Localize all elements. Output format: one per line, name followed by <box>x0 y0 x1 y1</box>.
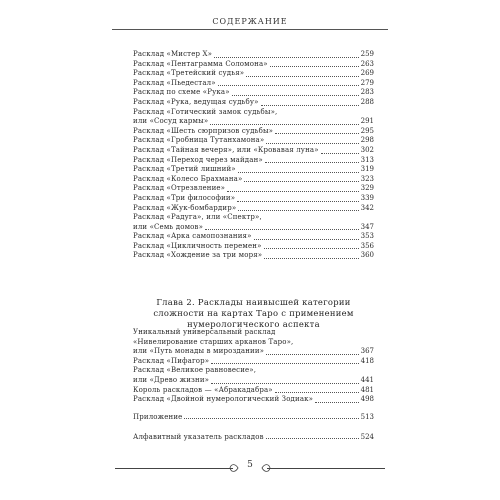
leader-dots <box>275 392 359 393</box>
toc-entry-title: Король раскладов — «Абракадабра» <box>133 385 273 394</box>
leader-dots <box>232 95 359 96</box>
toc-entry-title: или «Семь домов» <box>133 222 204 231</box>
toc-entry-page: 347 <box>360 222 374 231</box>
leader-dots <box>227 191 359 192</box>
toc-entry-title: Расклад «Хождение за три моря» <box>133 251 263 260</box>
toc-entry-title: или «Сосуд кармы» <box>133 117 209 126</box>
toc-entry-page: 498 <box>360 395 374 404</box>
toc-entry[interactable] <box>133 184 374 194</box>
toc-entry[interactable] <box>133 165 374 175</box>
leader-dots <box>270 66 359 67</box>
appendix-label: Приложение <box>133 413 183 421</box>
toc-entry-line: Расклад «Великое равновесие», <box>133 366 257 375</box>
leader-dots <box>264 248 359 249</box>
toc-entry[interactable] <box>133 213 374 232</box>
toc-entry-title: Расклад «Пьедестал» <box>133 78 216 87</box>
leader-dots <box>238 172 359 173</box>
toc-entry-line: Расклад «Радуга», или «Спектр», <box>133 213 262 222</box>
toc-entry-page: 418 <box>360 356 374 365</box>
leader-dots <box>244 181 358 182</box>
toc-entry[interactable] <box>133 146 374 156</box>
toc-entry-page: 367 <box>360 347 374 356</box>
toc-entry[interactable] <box>133 357 374 367</box>
toc-entry-line: Расклад «Готический замок судьбы», <box>133 107 278 116</box>
toc-entry-title: или «Древо жизни» <box>133 375 210 384</box>
toc-entry-page: 302 <box>360 145 374 154</box>
leader-dots <box>275 133 359 134</box>
toc-entry-page: 481 <box>360 385 374 394</box>
toc-entry-page: 291 <box>360 117 374 126</box>
leader-dots <box>266 438 359 439</box>
leader-dots <box>238 210 358 211</box>
toc-entry[interactable] <box>133 251 374 261</box>
toc-entry-page: 298 <box>360 136 374 145</box>
toc-entry-page: 329 <box>360 184 374 193</box>
toc-entry-title: Расклад «Цикличность перемен» <box>133 241 262 250</box>
toc-entry-title: Расклад «Шесть сюрпризов судьбы» <box>133 126 274 135</box>
toc-entry-title: Расклад «Переход через майдан» <box>133 155 263 164</box>
leader-dots <box>214 57 359 58</box>
toc-entry[interactable] <box>133 88 374 98</box>
header-rule <box>112 29 388 30</box>
index-entry[interactable] <box>133 433 374 441</box>
page-number: 5 <box>247 460 253 470</box>
leader-dots <box>205 229 359 230</box>
leader-dots <box>211 383 359 384</box>
toc-entry[interactable] <box>133 242 374 252</box>
toc-entry[interactable] <box>133 79 374 89</box>
toc-entry-title: Расклад «Пифагор» <box>133 356 210 365</box>
page-header: СОДЕРЖАНИЕ <box>212 17 288 26</box>
toc-entry-page: 313 <box>360 155 374 164</box>
toc-entry[interactable] <box>133 69 374 79</box>
leader-dots <box>254 239 359 240</box>
leader-dots <box>266 354 359 355</box>
toc-entry[interactable] <box>133 50 374 60</box>
toc-entry-page: 295 <box>360 126 374 135</box>
toc-entry-page: 263 <box>360 59 374 68</box>
toc-entry-title: Расклад «Тайная вечеря», или «Кровавая луна» <box>133 145 319 154</box>
toc-entry[interactable] <box>133 60 374 70</box>
index-label: Алфавитный указатель раскладов <box>133 433 264 441</box>
toc-entry-title: Расклад «Отрезвление» <box>133 184 226 193</box>
leader-dots <box>246 76 358 77</box>
toc-entry-title: Расклад «Третейский судья» <box>133 69 245 78</box>
toc-entry[interactable] <box>133 156 374 166</box>
index-page: 524 <box>360 433 374 441</box>
toc-entry[interactable] <box>133 386 374 396</box>
leader-dots <box>264 258 358 259</box>
chapter-heading <box>133 297 374 330</box>
appendix-entry[interactable] <box>133 413 374 421</box>
toc-entry-page: 353 <box>360 232 374 241</box>
toc-entry[interactable] <box>133 175 374 185</box>
chapter-heading-line: Глава 2. Расклады наивысшей категории <box>156 297 351 307</box>
toc-entry[interactable] <box>133 194 374 204</box>
leader-dots <box>266 143 358 144</box>
toc-entry-page: 279 <box>360 78 374 87</box>
toc-entry-title: Расклад «Арка самопознания» <box>133 232 252 241</box>
leader-dots <box>321 153 359 154</box>
toc-entry-page: 283 <box>360 88 374 97</box>
toc-entry-title: или «Путь монады в мироздании» <box>133 347 265 356</box>
toc-entry[interactable] <box>133 328 374 357</box>
toc-entry-line: Уникальный универсальный расклад <box>133 328 276 336</box>
toc-entry-page: 323 <box>360 174 374 183</box>
toc-entry-title: Расклад «Колесо Брахмана» <box>133 174 243 183</box>
toc-entry-title: Расклад «Двойной нумерологический Зодиак» <box>133 395 314 404</box>
leader-dots <box>184 418 358 419</box>
toc-entry-line: «Нивелирование старших арканов Таро», <box>133 337 294 346</box>
leader-dots <box>210 124 358 125</box>
toc-entry[interactable] <box>133 98 374 108</box>
toc-entry[interactable] <box>133 232 374 242</box>
toc-entry-page: 259 <box>360 50 374 58</box>
footer-rule-left <box>115 468 233 469</box>
leader-dots <box>265 162 359 163</box>
leader-dots <box>218 85 359 86</box>
toc-entry-page: 288 <box>360 97 374 106</box>
toc-entry-title: Расклад «Пентаграмма Соломона» <box>133 59 268 68</box>
toc-list <box>133 50 374 261</box>
toc-entry-title: Расклад «Три философии» <box>133 193 236 202</box>
toc-entry[interactable] <box>133 108 374 127</box>
leader-dots <box>315 402 359 403</box>
toc-entry-page: 269 <box>360 69 374 78</box>
toc-entry-page: 319 <box>360 165 374 174</box>
toc-entry-title: Расклад «Гробница Тутанхамона» <box>133 136 265 145</box>
toc-entry-title: Расклад по схеме «Рука» <box>133 88 230 97</box>
toc-entry-title: Расклад «Третий лишний» <box>133 165 236 174</box>
toc-entry-page: 356 <box>360 241 374 250</box>
appendix-page: 513 <box>360 413 374 421</box>
page-footer <box>0 462 500 478</box>
toc-list-chapter-2 <box>133 328 374 405</box>
chapter-heading-line: сложности на картах Таро с применением <box>153 308 354 318</box>
toc-entry[interactable] <box>133 395 374 405</box>
toc-entry-page: 339 <box>360 193 374 202</box>
toc-entry-page: 360 <box>360 251 374 260</box>
toc-entry[interactable] <box>133 127 374 137</box>
toc-entry-title: Расклад «Рука, ведущая судьбу» <box>133 97 259 106</box>
ornament-left-icon <box>229 462 239 474</box>
chapter-heading-line: нумерологического аспекта <box>187 319 320 329</box>
toc-entry[interactable] <box>133 204 374 214</box>
toc-entry-title: Расклад «Жук-бомбардир» <box>133 203 237 212</box>
leader-dots <box>211 363 358 364</box>
leader-dots <box>237 201 358 202</box>
toc-entry[interactable] <box>133 366 374 385</box>
footer-rule-right <box>267 468 385 469</box>
toc-entry[interactable] <box>133 136 374 146</box>
toc-entry-page: 441 <box>360 375 374 384</box>
toc-entry-title: Расклад «Мистер Х» <box>133 50 213 58</box>
leader-dots <box>261 105 359 106</box>
toc-entry-page: 342 <box>360 203 374 212</box>
